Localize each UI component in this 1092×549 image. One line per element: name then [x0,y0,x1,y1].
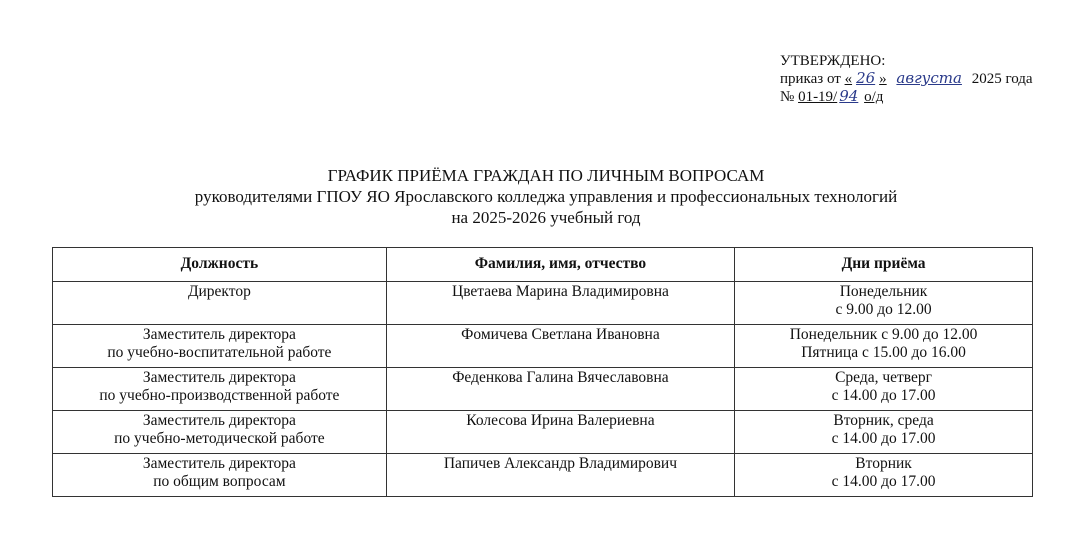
days-line-1: Понедельник [839,283,928,300]
position-line-2: по учебно-производственной работе [99,387,340,404]
cell-position [53,282,387,325]
title-line-2: руководителями ГПОУ ЯО Ярославского колледжа управления и профессиональных технологий [194,187,898,206]
cell-name: Феденкова Галина Вячеславовна [386,368,734,411]
cell-name: Колесова Ирина Валериевна [386,411,734,454]
days-line-1: Вторник, среда [833,412,934,429]
cell-days [735,282,1033,325]
cell-position [53,454,387,497]
table-row [53,282,1033,325]
approval-number-line [780,88,1080,106]
position-line-1: Заместитель директора [142,455,296,472]
quote-close: » [879,71,887,87]
days-line-1: Среда, четверг [835,369,933,386]
cell-days [735,368,1033,411]
document-title [40,165,1052,228]
days-line-2: Пятница с 15.00 до 16.00 [801,344,966,361]
header-name: Фамилия, имя, отчество [386,248,734,282]
header-days: Дни приёма [735,248,1033,282]
days-line-2: с 14.00 до 17.00 [831,473,936,490]
cell-days [735,411,1033,454]
cell-position [53,411,387,454]
table-header-row [53,248,1033,282]
approval-stamp [780,53,1080,106]
cell-days [735,325,1033,368]
cell-position [53,325,387,368]
number-prefix: № [780,89,795,105]
table-row [53,454,1033,497]
order-prefix: приказ от [780,71,841,87]
quote-open: « [844,71,853,87]
position-line-1: Директор [187,283,251,300]
header-position: Должность [53,248,387,282]
days-line-1: Понедельник с 9.00 до 12.00 [789,326,978,343]
approval-heading: УТВЕРЖДЕНО: [780,53,886,69]
order-year: 2025 года [971,71,1033,87]
position-line-1: Заместитель директора [142,369,296,386]
title-line-3: на 2025-2026 учебный год [451,208,641,227]
number-main: 01-19/ [798,89,838,105]
position-line-1: Заместитель директора [142,412,296,429]
days-line-1: Вторник [855,455,912,472]
cell-position [53,368,387,411]
cell-days [735,454,1033,497]
table-row [53,368,1033,411]
handwritten-number: 94 [839,87,859,105]
position-line-2: по учебно-методической работе [114,430,325,447]
position-line-2: по учебно-воспитательной работе [107,344,332,361]
position-line-1: Заместитель директора [142,326,296,343]
cell-name: Цветаева Марина Владимировна [386,282,734,325]
approval-order-line [780,70,1080,88]
handwritten-month: августа [896,69,962,87]
table-row [53,325,1033,368]
days-line-2: с 14.00 до 17.00 [831,387,936,404]
number-suffix: о/д [864,89,884,105]
days-line-2: с 14.00 до 17.00 [831,430,936,447]
cell-name: Папичев Александр Владимирович [386,454,734,497]
schedule-table [52,247,1033,497]
days-line-2: с 9.00 до 12.00 [835,301,932,318]
title-line-1: ГРАФИК ПРИЁМА ГРАЖДАН ПО ЛИЧНЫМ ВОПРОСАМ [327,166,765,185]
cell-name: Фомичева Светлана Ивановна [386,325,734,368]
table-row [53,411,1033,454]
handwritten-day: 26 [856,69,876,87]
position-line-2: по общим вопросам [153,473,286,490]
